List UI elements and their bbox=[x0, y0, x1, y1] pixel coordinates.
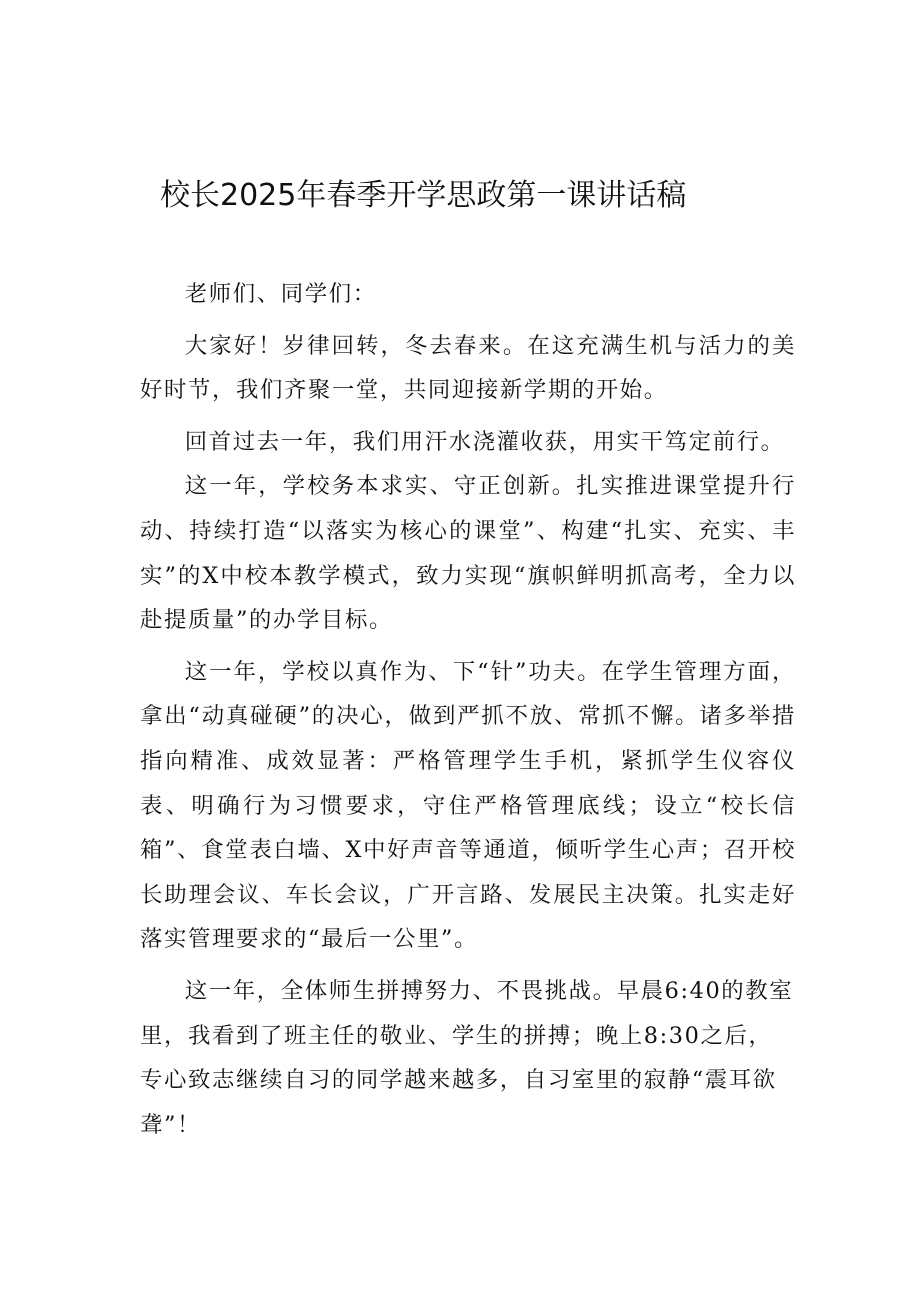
paragraph-management: 这一年，学校以真作为、下“针”功夫。在学生管理方面，拿出“动真碰硬”的决心，做到严抓不放、常抓不懈。诸多举措指向精准、成效显著：严格管理学生手机，紧抓学生仪容仪表、明确行为习惯要求，守住严格管理底线；设立“校长信箱”、食堂表白墙、X中好声音等通道，倾听学生心声；召开校长助理会议、车长会议，广开言路、发展民主决策。扎实走好落实管理要求的“最后一公里”。 bbox=[140, 658, 796, 953]
paragraph-effort: 这一年，全体师生拼搏努力、不畏挑战。早晨6:40的教室里，我看到了班主任的敬业、学生的拼搏；晚上8:30之后，专心致志继续自习的同学越来越多，自习室里的寂静“震耳欲聋”！ bbox=[140, 977, 794, 1138]
paragraph-review: 回首过去一年，我们用汗水浇灌收获，用实干笃定前行。 bbox=[184, 428, 785, 455]
paragraph-teaching: 这一年，学校务本求实、守正创新。扎实推进课堂提升行动、持续打造“以落实为核心的课堂”、构建“扎实、充实、丰实”的X中校本教学模式，致力实现“旗帜鲜明抓高考，全力以赴提质量”的办学目标。 bbox=[140, 473, 796, 634]
paragraph-greeting: 老师们、同学们： bbox=[184, 281, 377, 307]
document-body bbox=[140, 272, 796, 1147]
paragraph-opening: 大家好！岁律回转，冬去春来。在这充满生机与活力的美好时节，我们齐聚一堂，共同迎接新学期的开始。 bbox=[140, 332, 796, 404]
document-title: 校长2025年春季开学思政第一课讲话稿 bbox=[160, 178, 687, 213]
